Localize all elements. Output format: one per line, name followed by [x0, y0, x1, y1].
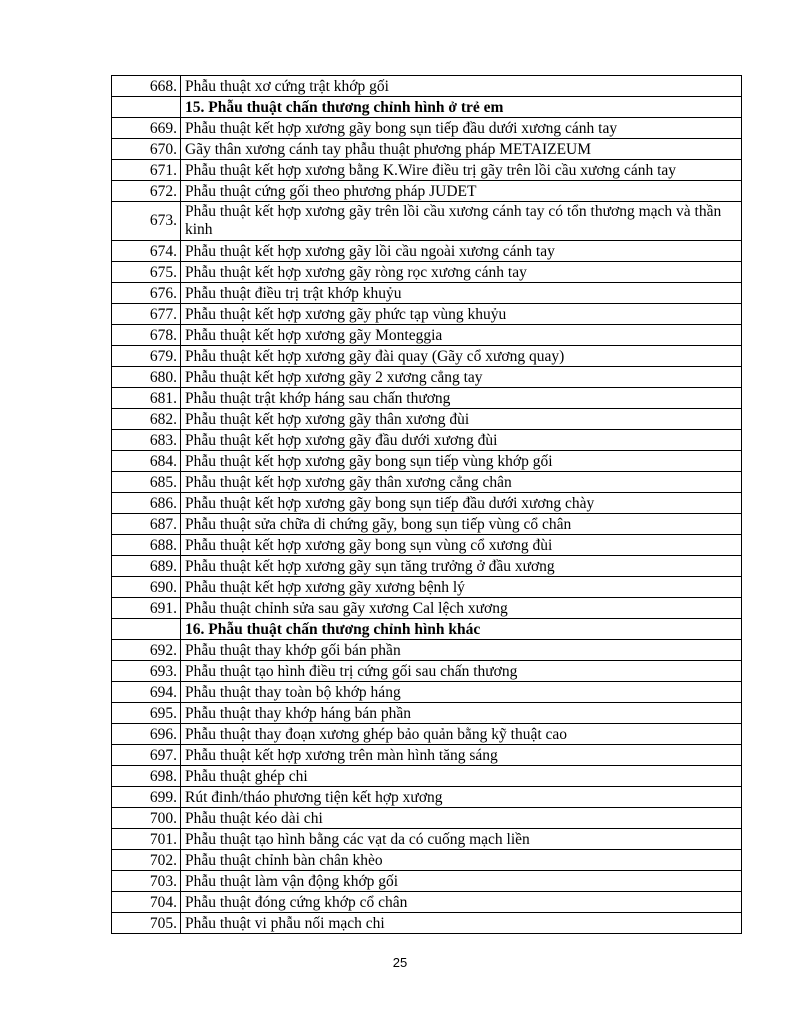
table-row — [112, 787, 742, 808]
table-row — [112, 241, 742, 262]
table-row — [112, 202, 742, 241]
table-row — [112, 682, 742, 703]
procedure-name: Phẫu thuật kết hợp xương gãy 2 xương cẳng tay — [181, 367, 742, 388]
table-row — [112, 829, 742, 850]
section-title: 15. Phẫu thuật chấn thương chỉnh hình ở trẻ em — [181, 97, 742, 118]
row-number: 670. — [112, 139, 181, 160]
procedure-name: Phẫu thuật trật khớp háng sau chấn thương — [181, 388, 742, 409]
row-number: 686. — [112, 493, 181, 514]
procedure-name: Phẫu thuật sửa chữa di chứng gãy, bong sụn tiếp vùng cổ chân — [181, 514, 742, 535]
row-number: 693. — [112, 661, 181, 682]
row-number: 669. — [112, 118, 181, 139]
procedure-name: Phẫu thuật kết hợp xương gãy bong sụn vùng cổ xương đùi — [181, 535, 742, 556]
row-number: 696. — [112, 724, 181, 745]
procedure-name: Phẫu thuật chỉnh sửa sau gãy xương Cal lệch xương — [181, 598, 742, 619]
row-number: 695. — [112, 703, 181, 724]
procedure-name: Phẫu thuật kết hợp xương gãy bong sụn tiếp đầu dưới xương cánh tay — [181, 118, 742, 139]
table-row — [112, 160, 742, 181]
row-number: 678. — [112, 325, 181, 346]
section-header-row — [112, 619, 742, 640]
procedure-name: Phẫu thuật kết hợp xương gãy thân xương cẳng chân — [181, 472, 742, 493]
procedure-name: Phẫu thuật kết hợp xương gãy lồi cầu ngoài xương cánh tay — [181, 241, 742, 262]
table-row — [112, 640, 742, 661]
procedure-name: Rút đinh/tháo phương tiện kết hợp xương — [181, 787, 742, 808]
table-row — [112, 661, 742, 682]
procedure-name: Phẫu thuật tạo hình điều trị cứng gối sau chấn thương — [181, 661, 742, 682]
row-number: 702. — [112, 850, 181, 871]
section-title: 16. Phẫu thuật chấn thương chỉnh hình khác — [181, 619, 742, 640]
row-number: 699. — [112, 787, 181, 808]
row-number: 680. — [112, 367, 181, 388]
row-number: 675. — [112, 262, 181, 283]
procedure-name: Phẫu thuật tạo hình bằng các vạt da có cuống mạch liền — [181, 829, 742, 850]
row-number: 684. — [112, 451, 181, 472]
procedure-name: Phẫu thuật làm vận động khớp gối — [181, 871, 742, 892]
row-number: 672. — [112, 181, 181, 202]
table-row — [112, 304, 742, 325]
row-number: 673. — [112, 202, 181, 241]
table-row — [112, 283, 742, 304]
table-row — [112, 139, 742, 160]
row-number: 682. — [112, 409, 181, 430]
row-number: 674. — [112, 241, 181, 262]
procedure-name: Phẫu thuật đóng cứng khớp cổ chân — [181, 892, 742, 913]
row-number: 687. — [112, 514, 181, 535]
table-row — [112, 451, 742, 472]
table-row — [112, 514, 742, 535]
table-row — [112, 598, 742, 619]
table-row — [112, 118, 742, 139]
procedure-name: Phẫu thuật kết hợp xương gãy Monteggia — [181, 325, 742, 346]
row-number: 694. — [112, 682, 181, 703]
procedure-name: Phẫu thuật kết hợp xương bằng K.Wire điều trị gãy trên lồi cầu xương cánh tay — [181, 160, 742, 181]
procedure-name: Phẫu thuật thay khớp gối bán phần — [181, 640, 742, 661]
row-number: 689. — [112, 556, 181, 577]
row-number — [112, 619, 181, 640]
row-number: 683. — [112, 430, 181, 451]
table-row — [112, 703, 742, 724]
table-row — [112, 892, 742, 913]
row-number: 701. — [112, 829, 181, 850]
table-row — [112, 850, 742, 871]
row-number: 705. — [112, 913, 181, 934]
procedure-name: Phẫu thuật cứng gối theo phương pháp JUDET — [181, 181, 742, 202]
row-number: 688. — [112, 535, 181, 556]
row-number: 697. — [112, 745, 181, 766]
table-row — [112, 430, 742, 451]
procedure-name: Phẫu thuật kết hợp xương gãy phức tạp vùng khuỷu — [181, 304, 742, 325]
procedure-name: Phẫu thuật thay toàn bộ khớp háng — [181, 682, 742, 703]
procedure-name: Phẫu thuật thay khớp háng bán phần — [181, 703, 742, 724]
procedure-table — [111, 75, 742, 934]
table-row — [112, 871, 742, 892]
row-number: 668. — [112, 76, 181, 97]
table-row — [112, 346, 742, 367]
table-row — [112, 409, 742, 430]
procedure-name: Phẫu thuật kết hợp xương gãy đài quay (Gãy cổ xương quay) — [181, 346, 742, 367]
table-row — [112, 535, 742, 556]
procedure-name: Phẫu thuật kết hợp xương gãy bong sụn tiếp đầu dưới xương chày — [181, 493, 742, 514]
row-number: 698. — [112, 766, 181, 787]
table-row — [112, 808, 742, 829]
procedure-name: Phẫu thuật ghép chi — [181, 766, 742, 787]
procedure-name: Phẫu thuật kết hợp xương gãy thân xương đùi — [181, 409, 742, 430]
procedure-name: Phẫu thuật xơ cứng trật khớp gối — [181, 76, 742, 97]
row-number: 692. — [112, 640, 181, 661]
table-row — [112, 388, 742, 409]
procedure-name: Phẫu thuật kết hợp xương gãy đầu dưới xương đùi — [181, 430, 742, 451]
table-row — [112, 766, 742, 787]
procedure-name: Phẫu thuật kết hợp xương gãy ròng rọc xương cánh tay — [181, 262, 742, 283]
row-number: 704. — [112, 892, 181, 913]
procedure-name: Phẫu thuật thay đoạn xương ghép bảo quản bằng kỹ thuật cao — [181, 724, 742, 745]
row-number — [112, 97, 181, 118]
table-row — [112, 472, 742, 493]
row-number: 685. — [112, 472, 181, 493]
row-number: 703. — [112, 871, 181, 892]
table-row — [112, 577, 742, 598]
row-number: 679. — [112, 346, 181, 367]
table-row — [112, 367, 742, 388]
procedure-name: Phẫu thuật chỉnh bàn chân khèo — [181, 850, 742, 871]
procedure-name: Phẫu thuật kết hợp xương gãy xương bệnh lý — [181, 577, 742, 598]
table-row — [112, 724, 742, 745]
procedure-name: Phẫu thuật kết hợp xương gãy trên lồi cầu xương cánh tay có tổn thương mạch và thần kinh — [181, 202, 742, 241]
table-row — [112, 181, 742, 202]
row-number: 690. — [112, 577, 181, 598]
procedure-name: Phẫu thuật điều trị trật khớp khuỷu — [181, 283, 742, 304]
procedure-table-body — [112, 76, 742, 934]
row-number: 676. — [112, 283, 181, 304]
page-number: 25 — [392, 955, 408, 970]
row-number: 677. — [112, 304, 181, 325]
table-row — [112, 745, 742, 766]
procedure-name: Phẫu thuật kết hợp xương gãy sụn tăng trưởng ở đầu xương — [181, 556, 742, 577]
row-number: 691. — [112, 598, 181, 619]
procedure-name: Phẫu thuật kết hợp xương gãy bong sụn tiếp vùng khớp gối — [181, 451, 742, 472]
table-row — [112, 556, 742, 577]
section-header-row — [112, 97, 742, 118]
procedure-name: Phẫu thuật vi phẫu nối mạch chi — [181, 913, 742, 934]
row-number: 700. — [112, 808, 181, 829]
table-row — [112, 913, 742, 934]
table-row — [112, 493, 742, 514]
table-row — [112, 76, 742, 97]
procedure-name: Phẫu thuật kéo dài chi — [181, 808, 742, 829]
row-number: 681. — [112, 388, 181, 409]
procedure-name: Phẫu thuật kết hợp xương trên màn hình tăng sáng — [181, 745, 742, 766]
table-row — [112, 325, 742, 346]
table-row — [112, 262, 742, 283]
row-number: 671. — [112, 160, 181, 181]
procedure-name: Gãy thân xương cánh tay phẫu thuật phương pháp METAIZEUM — [181, 139, 742, 160]
